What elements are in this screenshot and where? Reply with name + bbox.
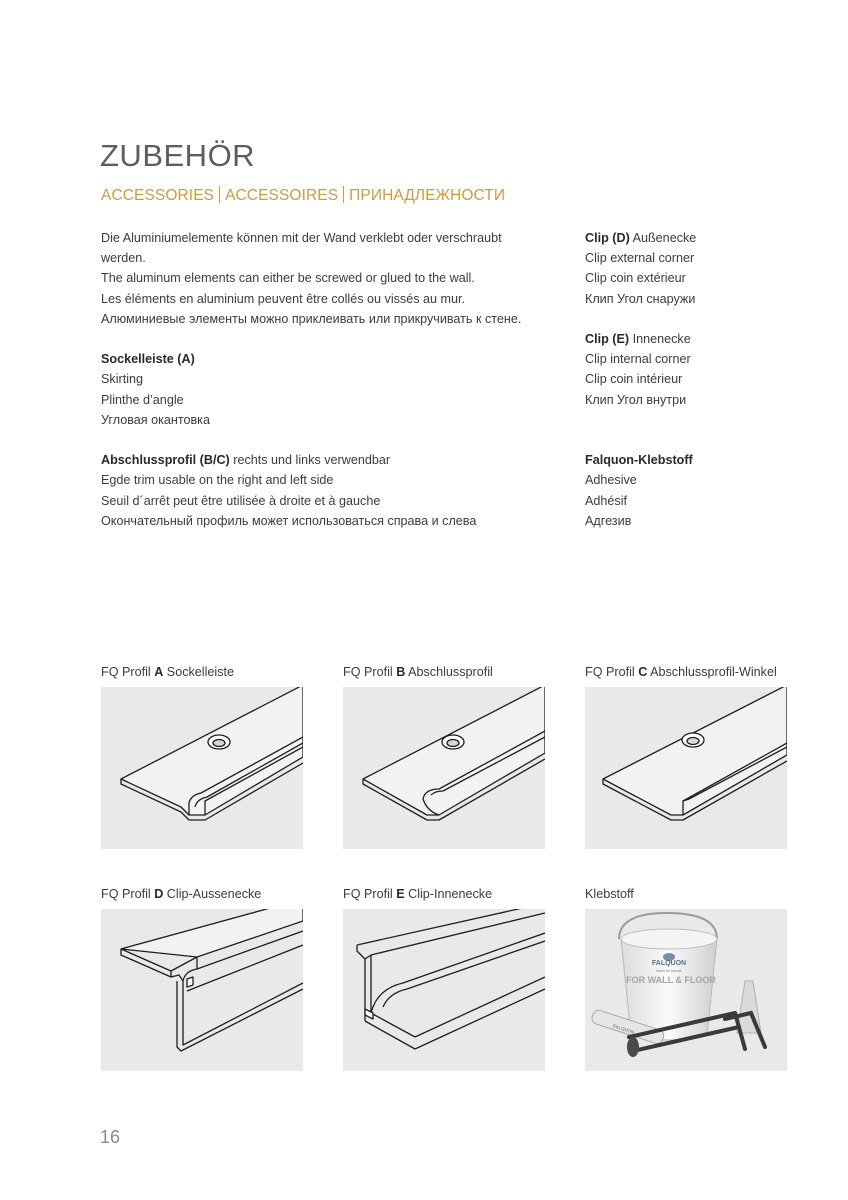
bucket-product: FOR WALL & FLOOR: [626, 975, 716, 985]
right-text-column: [585, 228, 825, 531]
figure-skirting-profile: [101, 687, 303, 849]
subtitle-separator: [219, 186, 220, 203]
adhesive-drawing: [585, 909, 787, 1071]
caption-letter: A: [154, 665, 164, 679]
subtitle-english: ACCESSORIES: [101, 187, 215, 204]
edge-trim-angle-drawing: [585, 687, 787, 849]
figure-clip-internal-corner: [343, 909, 545, 1071]
figure-adhesive: [585, 909, 787, 1071]
page-number: 16: [100, 1127, 121, 1147]
intro-line: Les éléments en aluminium peuvent être collés ou vissés au mur.: [101, 291, 466, 306]
clip-internal-drawing: [343, 909, 545, 1071]
bucket-brand: FALQUON: [651, 960, 687, 967]
intro-line: Die Aluminiumelemente können mit der Wand verklebt oder verschraubt: [101, 231, 502, 245]
clip-external-drawing: [101, 909, 303, 1071]
intro-line: werden.: [101, 251, 146, 266]
figure-caption-a: [101, 665, 234, 679]
figure-clip-external-corner: [101, 909, 303, 1071]
intro-line: Алюминиевые элементы можно приклеивать или прикручивать к стене.: [101, 311, 522, 326]
figure-caption-b: [343, 665, 493, 679]
bucket-tagline: floors for friends: [656, 969, 682, 973]
adhesive-line: Adhésif: [585, 493, 628, 508]
adhesive-line: Адгезив: [585, 513, 632, 528]
edge-line: Seuil d´arrêt peut être utilisée à droite et à gauche: [101, 493, 381, 508]
edge-line: Egde trim usable on the right and left side: [101, 473, 334, 488]
subtitle-french: ACCESSOIRES: [225, 187, 339, 204]
caption-letter: C: [638, 665, 648, 679]
subtitle-separator: [343, 186, 344, 203]
figure-edge-trim: [343, 687, 545, 849]
edge-title-rest: rechts und links verwendbar: [229, 453, 391, 468]
caption-letter: E: [396, 887, 405, 901]
caption-name: Clip-Innenecke: [404, 887, 493, 901]
clip-e-title: [585, 329, 825, 349]
caption-name: Abschlussprofil: [405, 665, 493, 679]
caption-prefix: FQ Profil: [101, 887, 155, 901]
caption-prefix: FQ Profil: [585, 665, 639, 679]
clip-e-line: Клип Угол внутри: [585, 392, 687, 407]
figure-edge-trim-angle: [585, 687, 787, 849]
clip-d-line: Clip external corner: [585, 251, 695, 266]
clip-e-line: Clip internal corner: [585, 352, 691, 367]
edge-line: Окончательный профиль может использоваться справа и слева: [101, 513, 477, 528]
caption-name: Abschlussprofil-Winkel: [647, 665, 777, 679]
caption-prefix: FQ Profil: [101, 665, 155, 679]
page-subtitle: [101, 186, 505, 205]
intro-line: The aluminum elements can either be screwed or glued to the wall.: [101, 271, 475, 286]
figure-caption-adhesive: [585, 887, 634, 901]
clip-d-line: Clip coin extérieur: [585, 271, 686, 286]
skirting-title: Sockelleiste (A): [101, 352, 195, 367]
adhesive-title: Falquon-Klebstoff: [585, 453, 693, 468]
clip-e-title-rest: Innenecke: [629, 332, 691, 346]
caption-letter: B: [396, 665, 406, 679]
figure-caption-d: [101, 887, 261, 901]
caption-name: Klebstoff: [585, 887, 634, 901]
clip-d-title: [585, 228, 825, 248]
skirting-line: Угловая окантовка: [101, 412, 210, 427]
skirting-line: Skirting: [101, 372, 143, 387]
clip-d-line: Клип Угол снаружи: [585, 291, 696, 306]
clip-e-title-bold: Clip (E): [585, 332, 630, 346]
left-text-column: [101, 228, 571, 531]
clip-e-line: Clip coin intérieur: [585, 372, 683, 387]
caption-name: Sockelleiste: [163, 665, 234, 679]
clip-d-title-rest: Außenecke: [629, 231, 697, 245]
skirting-profile-drawing: [101, 687, 303, 849]
edge-trim-drawing: [343, 687, 545, 849]
edge-title-bold: Abschlussprofil (B/C): [101, 453, 230, 468]
skirting-line: Plinthe d’angle: [101, 392, 184, 407]
caption-letter: D: [154, 887, 164, 901]
subtitle-russian: ПРИНАДЛЕЖНОСТИ: [349, 187, 506, 204]
caption-name: Clip-Aussenecke: [163, 887, 262, 901]
caption-prefix: FQ Profil: [343, 665, 397, 679]
edge-title: [101, 450, 571, 470]
caption-prefix: FQ Profil: [343, 887, 397, 901]
figure-caption-e: [343, 887, 492, 901]
tube-brand: FALQUON: [612, 1023, 635, 1035]
clip-d-title-bold: Clip (D): [585, 231, 630, 245]
adhesive-line: Adhesive: [585, 473, 637, 488]
page-title: ZUBEHÖR: [100, 138, 256, 173]
figure-caption-c: [585, 665, 777, 679]
